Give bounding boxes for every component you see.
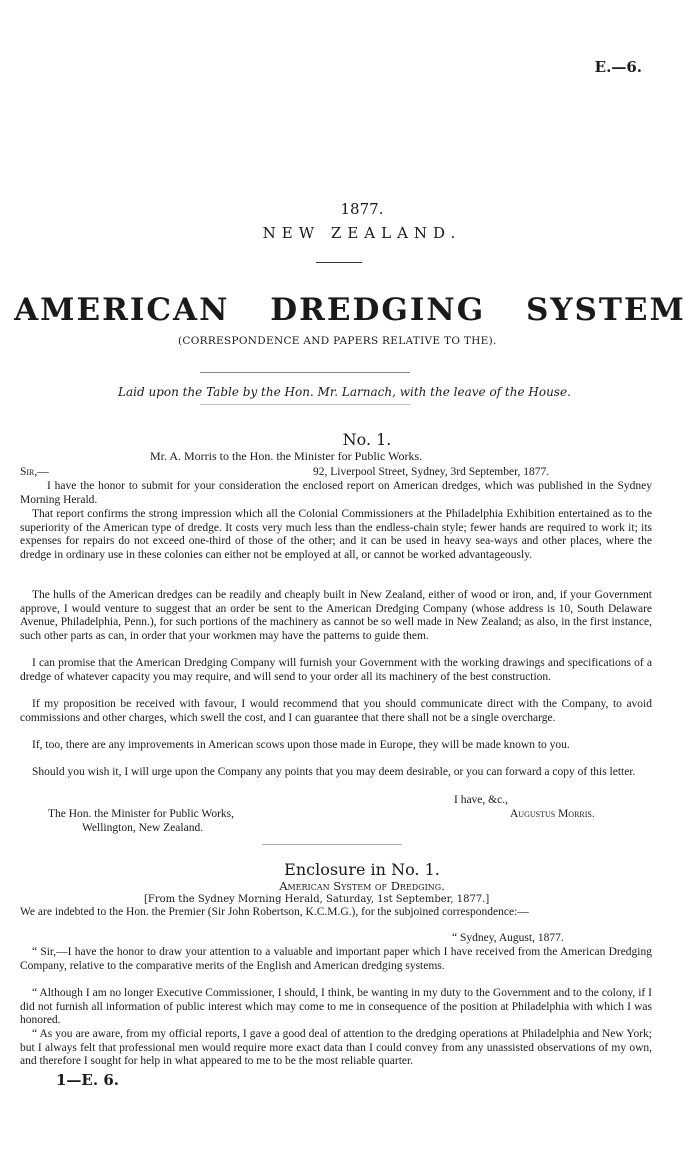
year: 1877. (340, 200, 384, 218)
letter-closing: I have, &c., (454, 794, 508, 806)
laid-note-rule-bottom (200, 404, 410, 405)
enclosure-paragraph: “ Although I am no longer Executive Commissioner, I should, I think, be wanting in my duty to the Government and to the colony, if I did not furnish all information of public interest which may come to me in consequence of the position at Philadelphia with which I was honored. (20, 987, 652, 1027)
letter-address: 92, Liverpool Street, Sydney, 3rd September, 1877. (313, 466, 550, 478)
enclosure-intro: We are indebted to the Hon. the Premier (Sir John Robertson, K.C.M.G.), for the subjoined correspondence:— (20, 906, 529, 918)
sheet-mark: 1—E. 6. (56, 1071, 119, 1089)
letter-paragraph: If, too, there are any improvements in American scows upon those made in Europe, they will be made known to you. (32, 739, 570, 751)
enclosure-dateline: “ Sydney, August, 1877. (452, 932, 564, 944)
letter-recipient: The Hon. the Minister for Public Works, (48, 808, 235, 820)
main-title: AMERICAN DREDGING SYSTEM (14, 292, 686, 328)
laid-note: Laid upon the Table by the Hon. Mr. Larnach, with the leave of the House. (118, 385, 571, 399)
letter-paragraph: I have the honor to submit for your consideration the enclosed report on American dredges, which was published in the Sydney Morning Herald. (20, 480, 652, 506)
subtitle: (CORRESPONDENCE AND PAPERS RELATIVE TO THE). (178, 335, 497, 347)
letter-paragraph: If my proposition be received with favour, I would recommend that you should communicate direct with the Company, to avoid commissions and other charges, which swell the cost, and I can guarantee that there shall not be a single overcharge. (20, 698, 652, 724)
letter-paragraph: The hulls of the American dredges can be readily and cheaply built in New Zealand, either of wood or iron, and, if your Government approve, I would venture to suggest that an order be sent to the American Dredging Company (whose address is 10, South Delaware Avenue, Philadelphia, Penn.), for such portions of the machinery as cannot be so well made in New Zealand; as also, in the first instance, such other parts as can, in order that your workmen may have the patterns to guide them. (20, 589, 652, 642)
letter-salutation: Sir,— (20, 466, 49, 478)
laid-note-rule-top (200, 372, 410, 373)
section-divider (262, 844, 402, 845)
enclosure-source: [From the Sydney Morning Herald, Saturday, 1st September, 1877.] (144, 894, 490, 905)
letter-paragraph: That report confirms the strong impression which all the Colonial Commissioners at the Philadelphia Exhibition entertained as to the superiority of the American type of dredge. It costs very much less than the endless-chain style; fewer hands are required to work it; its expenses for repairs do not exceed one-third of those of the other; and it can be used in heavy sea-ways and other places, where the dredge in ordinary use in these colonies can either not be employed at all, or cannot be worked advantageously. (20, 508, 652, 561)
title-divider (316, 262, 362, 263)
letter-from-line: Mr. A. Morris to the Hon. the Minister for Public Works. (150, 449, 423, 463)
letter-number: No. 1. (342, 430, 392, 449)
enclosure-subheading: American System of Dredging. (279, 879, 445, 893)
letter-signature: Augustus Morris. (510, 808, 595, 820)
letter-paragraph: I can promise that the American Dredging Company will furnish your Government with the working drawings and specifications of a dredge of whatever capacity you may require, and will send to your order all its machinery of the best construction. (20, 657, 652, 683)
letter-paragraph: Should you wish it, I will urge upon the Company any points that you may deem desirable, or you can forward a copy of this letter. (32, 766, 636, 778)
enclosure-paragraph: “ As you are aware, from my official reports, I gave a good deal of attention to the dredging operations at Philadelphia and New York; but I always felt that professional men would require more exact data than I could convey from any unassisted observations of my own, and therefore I sought for help in what appeared to me to be the most reliable quarter. (20, 1028, 652, 1068)
letter-recipient-city: Wellington, New Zealand. (82, 822, 204, 834)
page-reference: E.—6. (594, 58, 642, 76)
enclosure-paragraph: “ Sir,—I have the honor to draw your attention to a valuable and important paper which I have received from the American Dredging Company, relative to the comparative merits of the English and American dredging systems. (20, 946, 652, 972)
country-heading: NEW ZEALAND. (262, 224, 462, 242)
enclosure-heading: Enclosure in No. 1. (284, 860, 440, 879)
